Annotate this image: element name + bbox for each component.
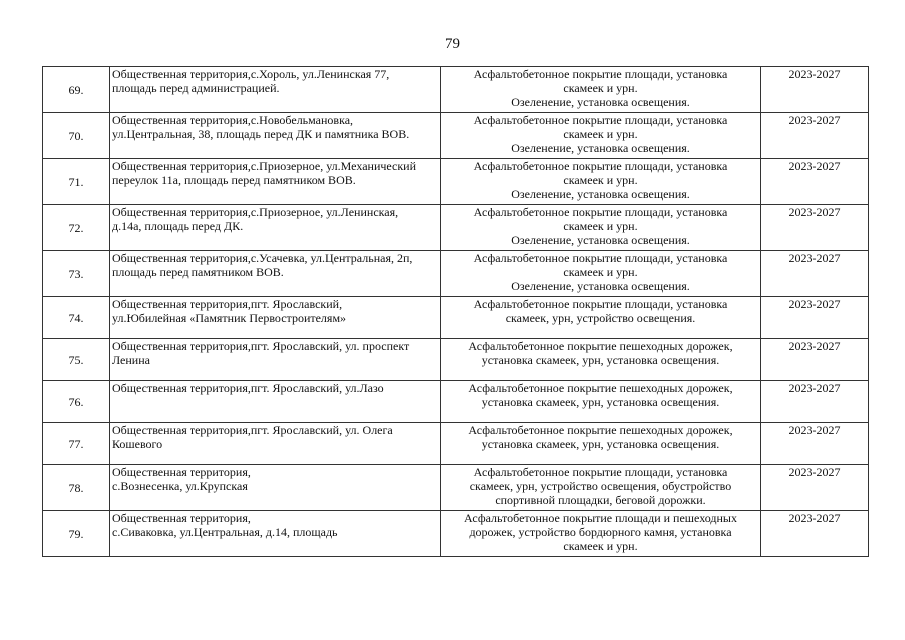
works-description-line: Асфальтобетонное покрытие площади, установка xyxy=(473,465,728,479)
row-number: 72. xyxy=(43,205,110,251)
works-description-line: Асфальтобетонное покрытие пешеходных дорожек, xyxy=(468,381,733,395)
territory-name xyxy=(110,113,441,159)
territory-name-line: площадь перед администрацией. xyxy=(112,81,280,95)
territory-name-line: ул.Центральная, 38, площадь перед ДК и памятника ВОВ. xyxy=(112,127,410,141)
territory-name xyxy=(110,423,441,465)
territory-name-line: площадь перед памятником ВОВ. xyxy=(112,265,284,279)
territory-name-line: с.Вознесенка, ул.Крупская xyxy=(112,479,248,493)
implementation-period: 2023-2027 xyxy=(761,381,869,423)
implementation-period: 2023-2027 xyxy=(761,465,869,511)
works-description-line: установка скамеек, урн, установка освещения. xyxy=(481,395,720,409)
row-number: 76. xyxy=(43,381,110,423)
row-number: 73. xyxy=(43,251,110,297)
works-description xyxy=(441,67,761,113)
works-description-line: Озеленение, установка освещения. xyxy=(511,279,690,293)
implementation-period: 2023-2027 xyxy=(761,423,869,465)
works-description-line: скамеек и урн. xyxy=(563,539,638,553)
works-description-line: скамеек и урн. xyxy=(563,219,638,233)
works-description xyxy=(441,113,761,159)
works-description-line: дорожек, устройство бордюрного камня, установка xyxy=(469,525,732,539)
table-row xyxy=(43,511,869,557)
implementation-period: 2023-2027 xyxy=(761,297,869,339)
table-row xyxy=(43,113,869,159)
row-number: 75. xyxy=(43,339,110,381)
page-number: 79 xyxy=(445,36,460,52)
works-description xyxy=(441,297,761,339)
works-description-line: Асфальтобетонное покрытие площади, установка xyxy=(473,67,728,81)
territory-name-line: Общественная территория,пгт. Ярославский, ул. Олега xyxy=(112,423,393,437)
table-row xyxy=(43,67,869,113)
works-description xyxy=(441,381,761,423)
territory-name-line: Общественная территория, xyxy=(112,465,251,479)
territory-name-line: переулок 11а, площадь перед памятником ВОВ. xyxy=(112,173,356,187)
territory-name xyxy=(110,511,441,557)
implementation-period: 2023-2027 xyxy=(761,113,869,159)
row-number: 79. xyxy=(43,511,110,557)
table-row xyxy=(43,381,869,423)
works-description-line: скамеек, урн, устройство освещения, обустройство xyxy=(469,479,732,493)
territory-name xyxy=(110,67,441,113)
territory-name-line: с.Сиваковка, ул.Центральная, д.14, площадь xyxy=(112,525,338,539)
territories-table xyxy=(42,66,869,557)
table-row xyxy=(43,297,869,339)
row-number: 70. xyxy=(43,113,110,159)
works-description-line: Асфальтобетонное покрытие площади, установка xyxy=(473,159,728,173)
works-description-line: Асфальтобетонное покрытие площади, установка xyxy=(473,113,728,127)
territory-name-line: Общественная территория,с.Новобельмановка, xyxy=(112,113,354,127)
territory-name-line: ул.Юбилейная «Памятник Первостроителям» xyxy=(112,311,347,325)
row-number: 78. xyxy=(43,465,110,511)
works-description-line: скамеек, урн, устройство освещения. xyxy=(505,311,696,325)
territory-name-line: Общественная территория,с.Приозерное, ул.Механический xyxy=(112,159,417,173)
territory-name-line: Общественная территория, xyxy=(112,511,251,525)
table-row xyxy=(43,423,869,465)
territory-name xyxy=(110,205,441,251)
works-description-line: скамеек и урн. xyxy=(563,127,638,141)
territory-name xyxy=(110,297,441,339)
works-description-line: скамеек и урн. xyxy=(563,81,638,95)
works-description-line: спортивной площадки, беговой дорожки. xyxy=(495,493,706,507)
implementation-period: 2023-2027 xyxy=(761,251,869,297)
row-number: 74. xyxy=(43,297,110,339)
works-description-line: Асфальтобетонное покрытие пешеходных дорожек, xyxy=(468,423,733,437)
territory-name-line: Общественная территория,с.Приозерное, ул.Ленинская, xyxy=(112,205,399,219)
implementation-period: 2023-2027 xyxy=(761,205,869,251)
territory-name-line: Общественная территория,пгт. Ярославский, ул. проспект xyxy=(112,339,410,353)
row-number: 77. xyxy=(43,423,110,465)
works-description-line: Асфальтобетонное покрытие площади, установка xyxy=(473,205,728,219)
works-description-line: скамеек и урн. xyxy=(563,265,638,279)
territory-name-line: Общественная территория,с.Хороль, ул.Ленинская 77, xyxy=(112,67,390,81)
works-description-line: Озеленение, установка освещения. xyxy=(511,233,690,247)
row-number: 71. xyxy=(43,159,110,205)
table-row xyxy=(43,251,869,297)
table-row xyxy=(43,205,869,251)
table-row xyxy=(43,339,869,381)
table-row xyxy=(43,465,869,511)
implementation-period: 2023-2027 xyxy=(761,67,869,113)
works-description-line: установка скамеек, урн, установка освещения. xyxy=(481,437,720,451)
works-description-line: скамеек и урн. xyxy=(563,173,638,187)
implementation-period: 2023-2027 xyxy=(761,339,869,381)
works-description xyxy=(441,423,761,465)
works-description xyxy=(441,251,761,297)
works-description-line: Озеленение, установка освещения. xyxy=(511,187,690,201)
implementation-period: 2023-2027 xyxy=(761,511,869,557)
territory-name-line: Кошевого xyxy=(112,437,163,451)
works-description-line: Асфальтобетонное покрытие площади, установка xyxy=(473,251,728,265)
territory-name xyxy=(110,339,441,381)
works-description-line: Озеленение, установка освещения. xyxy=(511,141,690,155)
works-description-line: установка скамеек, урн, установка освещения. xyxy=(481,353,720,367)
table-body xyxy=(43,67,869,557)
territory-name xyxy=(110,251,441,297)
territory-name-line: Общественная территория,с.Усачевка, ул.Центральная, 2п, xyxy=(112,251,413,265)
works-description-line: Асфальтобетонное покрытие пешеходных дорожек, xyxy=(468,339,733,353)
works-description-line: Озеленение, установка освещения. xyxy=(511,95,690,109)
row-number: 69. xyxy=(43,67,110,113)
works-description xyxy=(441,339,761,381)
territory-name-line: Ленина xyxy=(112,353,150,367)
works-description xyxy=(441,465,761,511)
table-row xyxy=(43,159,869,205)
works-description xyxy=(441,205,761,251)
territory-name-line: Общественная территория,пгт. Ярославский, xyxy=(112,297,343,311)
territory-name xyxy=(110,381,441,423)
territory-name-line: д.14а, площадь перед ДК. xyxy=(112,219,244,233)
territory-name-line: Общественная территория,пгт. Ярославский, ул.Лазо xyxy=(112,381,384,395)
works-description xyxy=(441,511,761,557)
works-description-line: Асфальтобетонное покрытие площади, установка xyxy=(473,297,728,311)
works-description xyxy=(441,159,761,205)
territory-name xyxy=(110,465,441,511)
works-description-line: Асфальтобетонное покрытие площади и пешеходных xyxy=(464,511,737,525)
territory-name xyxy=(110,159,441,205)
implementation-period: 2023-2027 xyxy=(761,159,869,205)
